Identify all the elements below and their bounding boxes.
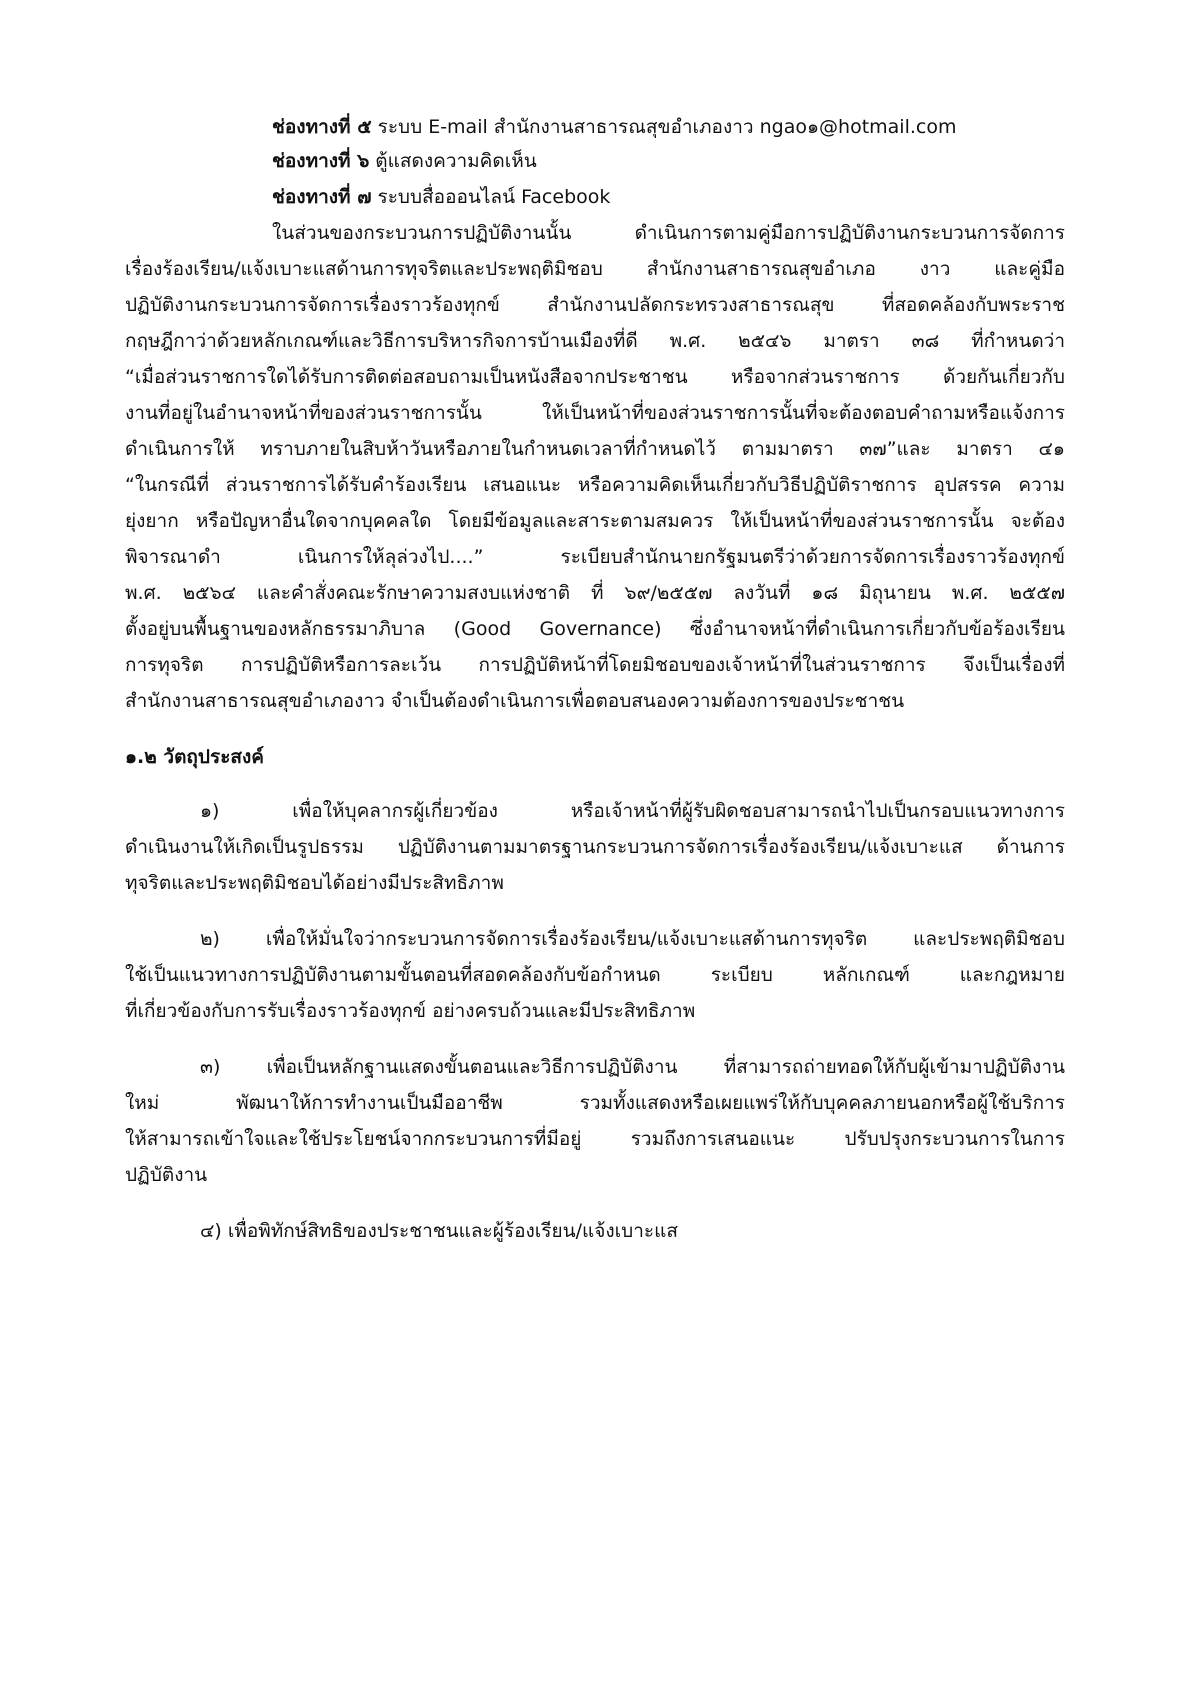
obj1-line-3: ทุจริตและประพฤติมิชอบได้อย่างมีประสิทธิภาพ xyxy=(125,872,504,894)
section-heading: ๑.๒ วัตถุประสงค์ xyxy=(125,746,264,768)
para1-line-1: ในส่วนของกระบวนการปฏิบัติงานนั้น ดำเนินการตามคู่มือการปฏิบัติงานกระบวนการจัดการ xyxy=(272,222,1065,244)
para1-line-2: เรื่องร้องเรียน/แจ้งเบาะแสด้านการทุจริตและประพฤติมิชอบ สำนักงานสาธารณสุขอำเภอ งาว และคู่มือ xyxy=(125,258,1065,280)
obj3-line-1: ๓) เพื่อเป็นหลักฐานแสดงขั้นตอนและวิธีการปฏิบัติงาน ที่สามารถถ่ายทอดให้กับผู้เข้ามาปฏิบัติงาน xyxy=(200,1056,1065,1078)
para1-line-13: การทุจริต การปฏิบัติหรือการละเว้น การปฏิบัติหน้าที่โดยมิชอบของเจ้าหน้าที่ในส่วนราชการ จึงเป็นเรื่องที่ xyxy=(125,654,1065,676)
para1-line-6: งานที่อยู่ในอำนาจหน้าที่ของส่วนราชการนั้น ให้เป็นหน้าที่ของส่วนราชการนั้นที่จะต้องตอบคำถามหรือแจ้งการ xyxy=(125,402,1065,424)
para1-line-12: ตั้งอยู่บนพื้นฐานของหลักธรรมาภิบาล (Good Governance) ซึ่งอำนาจหน้าที่ดำเนินการเกี่ยวกับข้อร้องเรียน xyxy=(125,618,1065,640)
channel-6-text: ตู้แสดงความคิดเห็น xyxy=(369,150,537,172)
obj3-line-3: ให้สามารถเข้าใจและใช้ประโยชน์จากกระบวนการที่มีอยู่ รวมถึงการเสนอแนะ ปรับปรุงกระบวนการในการ xyxy=(125,1128,1065,1150)
obj2-line-2: ใช้เป็นแนวทางการปฏิบัติงานตามขั้นตอนที่สอดคล้องกับข้อกำหนด ระเบียบ หลักเกณฑ์ และกฎหมาย xyxy=(125,964,1065,986)
obj3-line-2: ใหม่ พัฒนาให้การทำงานเป็นมืออาชีพ รวมทั้งแสดงหรือเผยแพร่ให้กับบุคคลภายนอกหรือผู้ใช้บริการ xyxy=(125,1092,1065,1114)
obj2-line-3: ที่เกี่ยวข้องกับการรับเรื่องราวร้องทุกข์ อย่างครบถ้วนและมีประสิทธิภาพ xyxy=(125,1000,696,1022)
para1-line-4: กฤษฎีกาว่าด้วยหลักเกณฑ์และวิธีการบริหารกิจการบ้านเมืองที่ดี พ.ศ. ๒๕๔๖ มาตรา ๓๘ ที่กำหนดว่า xyxy=(125,330,1065,352)
channel-6-label: ช่องทางที่ ๖ xyxy=(272,150,370,172)
para1-line-14: สำนักงานสาธารณสุขอำเภองาว จำเป็นต้องดำเนินการเพื่อตอบสนองความต้องการของประชาชน xyxy=(125,690,905,712)
channel-7-text: ระบบสื่อออนไลน์ Facebook xyxy=(371,186,611,208)
para1-line-7: ดำเนินการให้ ทราบภายในสิบห้าวันหรือภายในกำหนดเวลาที่กำหนดไว้ ตามมาตรา ๓๗”และ มาตรา ๔๑ xyxy=(125,438,1065,460)
channel-6 xyxy=(272,142,537,180)
channel-5-text: ระบบ E-mail สำนักงานสาธารณสุขอำเภองาว ngao๑@hotmail.com xyxy=(371,116,957,138)
para1-line-10: พิจารณาดำ เนินการให้ลุล่วงไป....” ระเบียบสำนักนายกรัฐมนตรีว่าด้วยการจัดการเรื่องราวร้องทุกข์ xyxy=(125,546,1065,568)
para1-line-11: พ.ศ. ๒๕๖๔ และคำสั่งคณะรักษาความสงบแห่งชาติ ที่ ๖๙/๒๕๕๗ ลงวันที่ ๑๘ มิถุนายน พ.ศ. ๒๕๕๗ xyxy=(125,582,1065,604)
obj3-line-4: ปฏิบัติงาน xyxy=(125,1164,208,1186)
para1-line-8: “ในกรณีที่ ส่วนราชการได้รับคำร้องเรียน เสนอแนะ หรือความคิดเห็นเกี่ยวกับวิธีปฏิบัติราชการ อุปสรรค ความ xyxy=(125,474,1065,496)
obj1-line-2: ดำเนินงานให้เกิดเป็นรูปธรรม ปฏิบัติงานตามมาตรฐานกระบวนการจัดการเรื่องร้องเรียน/แจ้งเบาะแส ด้านการ xyxy=(125,836,1065,858)
obj1-line-1: ๑) เพื่อให้บุคลากรผู้เกี่ยวข้อง หรือเจ้าหน้าที่ผู้รับผิดชอบสามารถนำไปเป็นกรอบแนวทางการ xyxy=(200,800,1065,822)
channel-5 xyxy=(272,108,956,146)
channel-5-label: ช่องทางที่ ๕ xyxy=(272,116,372,138)
para1-line-3: ปฏิบัติงานกระบวนการจัดการเรื่องราวร้องทุกข์ สำนักงานปลัดกระทรวงสาธารณสุข ที่สอดคล้องกับพระราช xyxy=(125,294,1065,316)
obj4-line-1: ๔) เพื่อพิทักษ์สิทธิของประชาชนและผู้ร้องเรียน/แจ้งเบาะแส xyxy=(200,1220,678,1242)
channel-7 xyxy=(272,178,610,216)
obj2-line-1: ๒) เพื่อให้มั่นใจว่ากระบวนการจัดการเรื่องร้องเรียน/แจ้งเบาะแสด้านการทุจริต และประพฤติมิชอบ xyxy=(200,928,1065,950)
para1-line-5: “เมื่อส่วนราชการใดได้รับการติดต่อสอบถามเป็นหนังสือจากประชาชน หรือจากส่วนราชการ ด้วยกันเกี่ยวกับ xyxy=(125,366,1065,388)
channel-7-label: ช่องทางที่ ๗ xyxy=(272,186,372,208)
para1-line-9: ยุ่งยาก หรือปัญหาอื่นใดจากบุคคลใด โดยมีข้อมูลและสาระตามสมควร ให้เป็นหน้าที่ของส่วนราชการนั้น จะต้อง xyxy=(125,510,1065,532)
